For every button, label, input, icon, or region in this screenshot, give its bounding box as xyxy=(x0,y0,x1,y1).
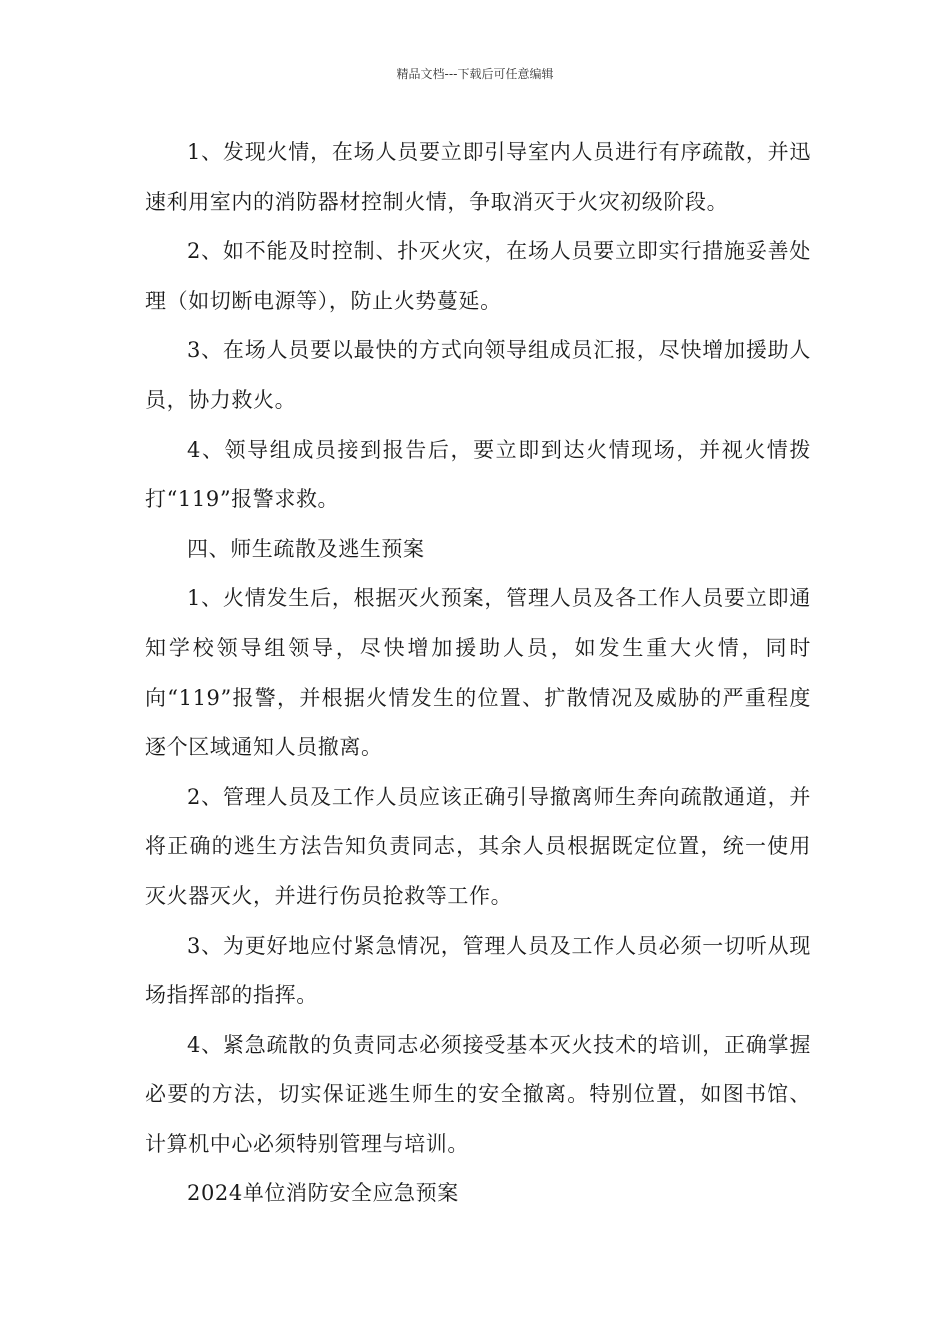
document-title-2024: 2024单位消防安全应急预案 xyxy=(187,1181,459,1206)
document-body xyxy=(145,128,811,1219)
paragraph-fire-discovery: 1、发现火情，在场人员要立即引导室内人员进行有序疏散，并迅速利用室内的消防器材控制火情，争取消灭于火灾初级阶段。 xyxy=(145,140,811,214)
paragraph-report-leaders: 3、在场人员要以最快的方式向领导组成员汇报，尽快增加援助人员，协力救火。 xyxy=(145,338,811,412)
paragraph-training: 4、紧急疏散的负责同志必须接受基本灭火技术的培训，正确掌握必要的方法，切实保证逃生师生的安全撤离。特别位置，如图书馆、计算机中心必须特别管理与培训。 xyxy=(145,1032,811,1156)
page-header: 精品文档---下载后可任意编辑 xyxy=(396,67,554,81)
paragraph-follow-command: 3、为更好地应付紧急情况，管理人员及工作人员必须一切听从现场指挥部的指挥。 xyxy=(145,933,811,1008)
paragraph-fire-control: 2、如不能及时控制、扑灭火灾，在场人员要立即实行措施妥善处理（如切断电源等），防止火势蔓延。 xyxy=(145,239,811,313)
paragraph-notify-evacuate: 1、火情发生后，根据灭火预案，管理人员及各工作人员要立即通知学校领导组领导，尽快增加援助人员，如发生重大火情，同时向“119”报警，并根据火情发生的位置、扩散情况及威胁的严重程度逐个区域通知人员撤离。 xyxy=(145,586,811,760)
paragraph-call-119: 4、领导组成员接到报告后，要立即到达火情现场，并视火情拨打“119”报警求救。 xyxy=(145,437,811,512)
paragraph-guide-evacuation: 2、管理人员及工作人员应该正确引导撤离师生奔向疏散通道，并将正确的逃生方法告知负责同志，其余人员根据既定位置，统一使用灭火器灭火，并进行伤员抢救等工作。 xyxy=(145,784,811,908)
section-heading-evacuation: 四、师生疏散及逃生预案 xyxy=(187,536,425,561)
